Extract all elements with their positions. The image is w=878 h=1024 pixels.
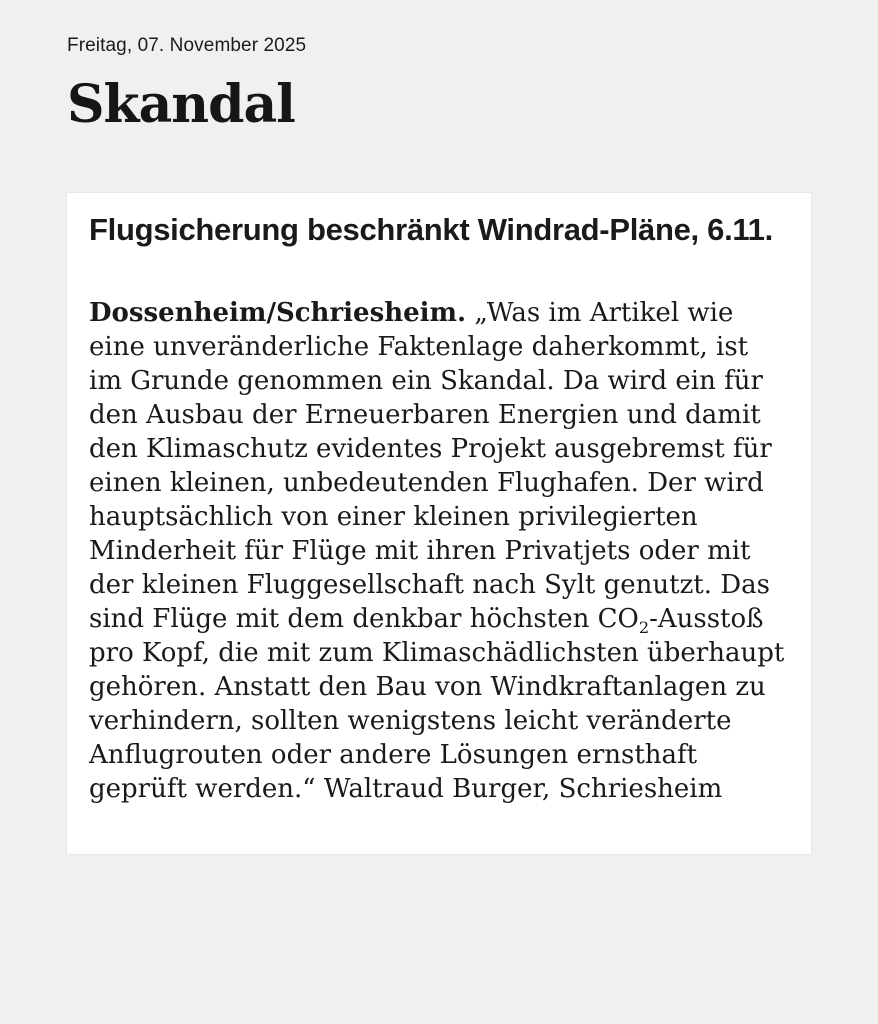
article-body	[89, 296, 789, 806]
page-date: Freitag, 07. November 2025	[67, 35, 307, 56]
co2-subscript: 2	[638, 618, 650, 638]
article-headline: Flugsicherung beschränkt Windrad-Pläne, 6.11.	[89, 212, 773, 247]
article-text-before-subscript: „Was im Artikel wie eine unveränderliche Faktenlage daherkommt, ist im Grunde genommen ein Skandal. Da wird ein für den Ausbau der Erneuerbaren Energien und damit den Klimaschutz evidentes Projekt ausgebremst für einen kleinen, unbedeutenden Flughafen. Der wird hauptsächlich von einer kleinen privilegierten Minderheit für Flüge mit ihren Privatjets oder mit der kleinen Fluggesellschaft nach Sylt genutzt. Das sind Flüge mit dem denkbar höchsten CO	[89, 298, 772, 634]
page-title: Skandal	[67, 74, 295, 135]
article-card	[67, 193, 811, 854]
article-dateline: Dossenheim/Schriesheim.	[89, 298, 467, 328]
article-text-after-subscript: -Ausstoß pro Kopf, die mit zum Klimaschädlichsten überhaupt gehören. Anstatt den Bau von Windkraftanlagen zu verhindern, sollten wenigstens leicht veränderte Anflugrouten oder andere Lösungen ernsthaft geprüft werden.“ Waltraud Burger, Schriesheim	[89, 604, 785, 804]
